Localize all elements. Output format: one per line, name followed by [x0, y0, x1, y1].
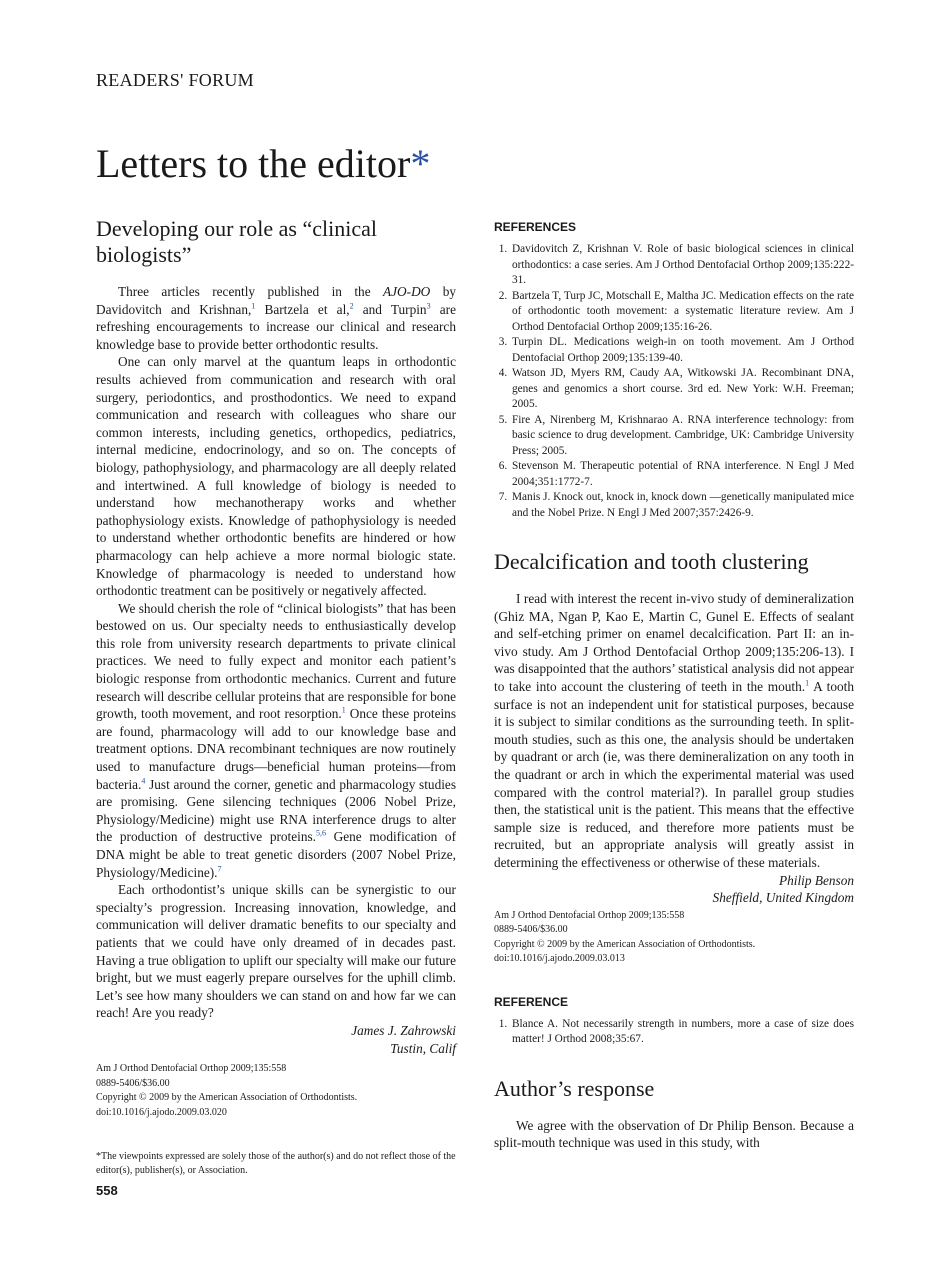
letter1-paragraph-3: We should cherish the role of “clinical biologists” that has been bestowed on us. Our specialty needs to enthusiastically develop this role from university research departments to private clinical practices. We need to fully expect and monitor each patient’s biologic response from orthodontic mechanics. Current and future research will describe cellular proteins that are responsible for bone growth, tooth movement, and root resorption.$^1$ Once these proteins are found, pharmacology will add to our knowledge base and treatment options. DNA recombinant techniques are now routinely used to manufacture drugs—beneficial human proteins—from bacteria.$^4$ Just around the corner, genetic and pharmacology studies are promising. Gene silencing techniques (2006 Nobel Prize, Physiology/Medicine) might use RNA interference drugs to alter the production of destructive proteins.$^{5,6}$ Gene modification of DNA might be able to treat genetic disorders (2007 Nobel Prize, Physiology/Medicine).$^7$ [96, 600, 457, 880]
letter1-citation-meta [96, 1062, 456, 1120]
citation-link[interactable]: 4 [141, 776, 146, 786]
left-column [96, 216, 456, 1178]
letter2-heading: Decalcification and tooth clustering [494, 549, 809, 574]
citation-link[interactable]: 2 [349, 301, 354, 311]
title-footnote-mark[interactable]: * [410, 141, 431, 186]
citation-link[interactable]: 1 [341, 705, 346, 715]
reference-list [494, 1017, 854, 1048]
reference-item: 6. Stevenson M. Therapeutic potential of RNA interference. N Engl J Med 2004;351:1772-7. [510, 459, 854, 490]
citation-link[interactable]: 1 [805, 678, 810, 688]
citation-link[interactable]: 3 [426, 301, 431, 311]
meta-issn: 0889-5406/$36.00 [96, 1077, 170, 1089]
citation-link[interactable]: 5,6 [316, 828, 326, 838]
letter2-citation-meta [494, 909, 854, 967]
references-list [494, 242, 854, 521]
right-column [494, 220, 854, 1152]
meta-doi[interactable]: doi:10.1016/j.ajodo.2009.03.013 [494, 953, 625, 965]
reference-item: 1. Davidovitch Z, Krishnan V. Role of basic biological sciences in clinical orthodontics: a case series. Am J Orthod Dentofacial Orthop 2009;135:222-31. [510, 242, 854, 289]
page-title [96, 140, 430, 188]
citation-link[interactable]: 1 [251, 301, 256, 311]
citation-link[interactable]: 7 [217, 864, 222, 874]
letter1-heading: Developing our role as “clinical biologists” [96, 216, 378, 267]
page-number: 558 [96, 1183, 118, 1198]
response-heading: Author’s response [494, 1075, 655, 1101]
reference-item: 7. Manis J. Knock out, knock in, knock down —genetically manipulated mice and the Nobel Prize. N Engl J Med 2007;357:2426-9. [510, 490, 854, 521]
meta-issn: 0889-5406/$36.00 [494, 924, 568, 936]
letter1-paragraph-2: One can only marvel at the quantum leaps in orthodontic results achieved from communication and research with oral surgery, periodontics, and prosthodontics. We need to expand communication and research with colleagues who share our common interests, including genetics, orthopedics, pediatrics, internal medicine, endocrinology, and so on. The concepts of biology, pathophysiology, and pharmacology are all deeply related and intertwined. A full knowledge of biology is needed to understand how mechanotherapy works and whether pathophysiology exists. Knowledge of pathophysiology is needed to understand whether orthodontic benefits are hindered or how pharmacology can help achieve a more normal biologic state. Knowledge of pharmacology is needed to understand how orthodontic treatment can be positively or negatively affected. [96, 354, 456, 599]
meta-copyright: Copyright © 2009 by the American Association of Orthodontists. [494, 938, 756, 950]
journal-name: AJO-DO [383, 284, 431, 299]
letter1-paragraph-4: Each orthodontist’s unique skills can be synergistic to our specialty’s progression. Increasing innovation, knowledge, and communication will deliver dramatic benefits to our specialty and patients that we could have only dreamed of in decades past. Having a true obligation to uplift our specialty will make our future bright, but we must eagerly prepare ourselves for the uphill climb. Let’s see how many shoulders we can stand on and how far we can reach! Are you ready? [96, 882, 456, 1021]
section-label: READERS' FORUM [96, 70, 254, 90]
reference-item: 1. Blance A. Not necessarily strength in numbers, more a case of size does matter! J Orthod 2008;35:67. [510, 1017, 854, 1048]
letter1-paragraph-1: Three articles recently published in the AJO-DO by Davidovitch and Krishnan,$^1$ Bartzela et al,$^2$ and Turpin$^3$ are refreshing encouragements to increase our clinical and research knowledge base to provide better orthodontic results. [96, 284, 456, 352]
reference-item: 4. Watson JD, Myers RM, Caudy AA, Witkowski JA. Recombinant DNA, genes and genomics a short course. 3rd ed. New York: W.H. Freeman; 2005. [510, 366, 854, 413]
meta-doi[interactable]: doi:10.1016/j.ajodo.2009.03.020 [96, 1106, 227, 1118]
footnote: *The viewpoints expressed are solely those of the author(s) and do not reflect those of the editor(s), publisher(s), or Association. [96, 1151, 456, 1177]
reference-item: 5. Fire A, Nirenberg M, Krishnarao A. RNA interference technology: from basic science to drug development. Cambridge, UK: Cambridge University Press; 2005. [510, 413, 854, 460]
letter2-location: Sheffield, United Kingdom [712, 890, 854, 906]
reference-item: 2. Bartzela T, Turp JC, Motschall E, Maltha JC. Medication effects on the rate of orthodontic tooth movement: a systematic literature review. Am J Orthod Dentofacial Orthop 2009;135:16-26. [510, 289, 854, 336]
meta-copyright: Copyright © 2009 by the American Association of Orthodontists. [96, 1092, 358, 1104]
letter2-author: Philip Benson [779, 872, 854, 888]
response-paragraph-1: We agree with the observation of Dr Philip Benson. Because a split-mouth technique was used in this study, with [494, 1117, 854, 1151]
letter1-location: Tustin, Calif [390, 1040, 456, 1056]
references-heading: REFERENCES [494, 220, 577, 234]
page-title-text: Letters to the editor [96, 141, 411, 186]
reference-heading: REFERENCE [494, 994, 569, 1009]
reference-item: 3. Turpin DL. Medications weigh-in on tooth movement. Am J Orthod Dentofacial Orthop 2009;135:139-40. [510, 335, 854, 366]
meta-journal: Am J Orthod Dentofacial Orthop 2009;135:558 [494, 909, 685, 921]
meta-journal: Am J Orthod Dentofacial Orthop 2009;135:558 [96, 1063, 287, 1075]
letter2-paragraph-1: I read with interest the recent in-vivo study of demineralization (Ghiz MA, Ngan P, Kao E, Martin C, Gunel E. Effects of sealant and self-etching primer on enamel decalcification. Part II: an in-vivo study. Am J Orthod Dentofacial Orthop 2009;135:206-13). I was disappointed that the authors’ statistical analysis did not appear to take into account the clustering of teeth in the mouth.$^1$ A tooth surface is not an independent unit for statistical purposes, because it is subject to similar conditions as the surrounding teeth. In split-mouth studies, such as this one, the analysis should be undertaken by quadrant or arch (ie, was there demineralization on any tooth in the quadrant or arch in which the experimental material was used compared with the control material?). In parallel group studies then, the statistical unit is the patient. This means that the effective sample size is reduced, and therefore more patients must be recruited, but an appropriate analysis will greatly assist in determining the effectiveness or otherwise of these materials. [494, 591, 854, 870]
letter1-author: James J. Zahrowski [351, 1022, 456, 1038]
